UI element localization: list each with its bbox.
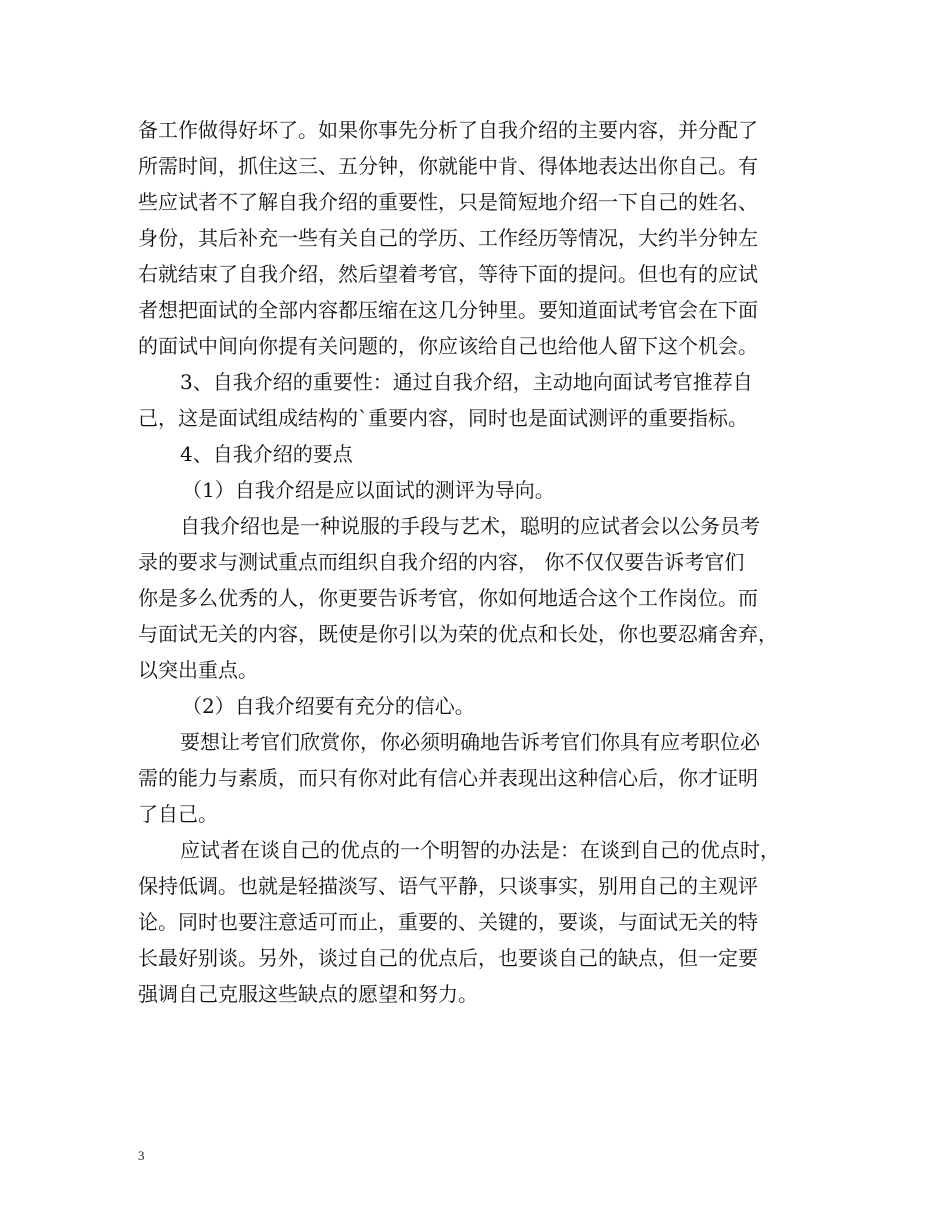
document-body bbox=[138, 112, 828, 1012]
text-line: 长最好别谈。另外，谈过自己的优点后，也要谈自己的缺点，但一定要 bbox=[138, 946, 758, 970]
text-line: 者想把面试的全部内容都压缩在这几分钟里。要知道面试考官会在下面 bbox=[138, 298, 758, 322]
text-line: 应试者在谈自己的优点的一个明智的办法是：在谈到自己的优点时， bbox=[180, 838, 780, 862]
text-line: 录的要求与测试重点而组织自我介绍的内容， 你不仅仅要告诉考官们 bbox=[138, 550, 745, 574]
text-line: 了自己。 bbox=[138, 802, 218, 826]
text-line: 身份，其后补充一些有关自己的学历、工作经历等情况，大约半分钟左 bbox=[138, 226, 758, 250]
section-heading-key-points: 4、自我介绍的要点 bbox=[180, 442, 353, 466]
text-line: 你是多么优秀的人，你更要告诉考官，你如何地适合这个工作岗位。而 bbox=[138, 586, 758, 610]
text-line: 的面试中间向你提有关问题的，你应该给自己也给他人留下这个机会。 bbox=[138, 334, 758, 358]
text-line: 需的能力与素质，而只有你对此有信心并表现出这种信心后，你才证明 bbox=[138, 766, 758, 790]
text-line: 己，这是面试组成结构的`重要内容，同时也是面试测评的重要指标。 bbox=[138, 406, 748, 430]
subheading-2: （2）自我介绍要有充分的信心。 bbox=[182, 694, 475, 718]
subheading-1: （1）自我介绍是应以面试的测评为导向。 bbox=[182, 478, 555, 502]
page-number: 3 bbox=[138, 1148, 145, 1163]
text-line: 要想让考官们欣赏你，你必须明确地告诉考官们你具有应考职位必 bbox=[180, 730, 760, 754]
text-line: 与面试无关的内容，既使是你引以为荣的优点和长处，你也要忍痛舍弃， bbox=[138, 622, 778, 646]
text-line: 以突出重点。 bbox=[138, 658, 258, 682]
text-line: 些应试者不了解自我介绍的重要性，只是简短地介绍一下自己的姓名、 bbox=[138, 190, 758, 214]
text-line: 强调自己克服这些缺点的愿望和努力。 bbox=[138, 982, 478, 1006]
text-line: 所需时间，抓住这三、五分钟，你就能中肯、得体地表达出你自己。有 bbox=[138, 154, 758, 178]
section-heading-importance: 3、自我介绍的重要性：通过自我介绍，主动地向面试考官推荐自 bbox=[180, 370, 753, 394]
text-line: 右就结束了自我介绍，然后望着考官，等待下面的提问。但也有的应试 bbox=[138, 262, 758, 286]
text-line: 备工作做得好坏了。如果你事先分析了自我介绍的主要内容，并分配了 bbox=[138, 118, 758, 142]
text-line: 论。同时也要注意适可而止，重要的、关键的，要谈，与面试无关的特 bbox=[138, 910, 758, 934]
text-line: 保持低调。也就是轻描淡写、语气平静，只谈事实，别用自己的主观评 bbox=[138, 874, 758, 898]
text-line: 自我介绍也是一种说服的手段与艺术，聪明的应试者会以公务员考 bbox=[180, 514, 760, 538]
